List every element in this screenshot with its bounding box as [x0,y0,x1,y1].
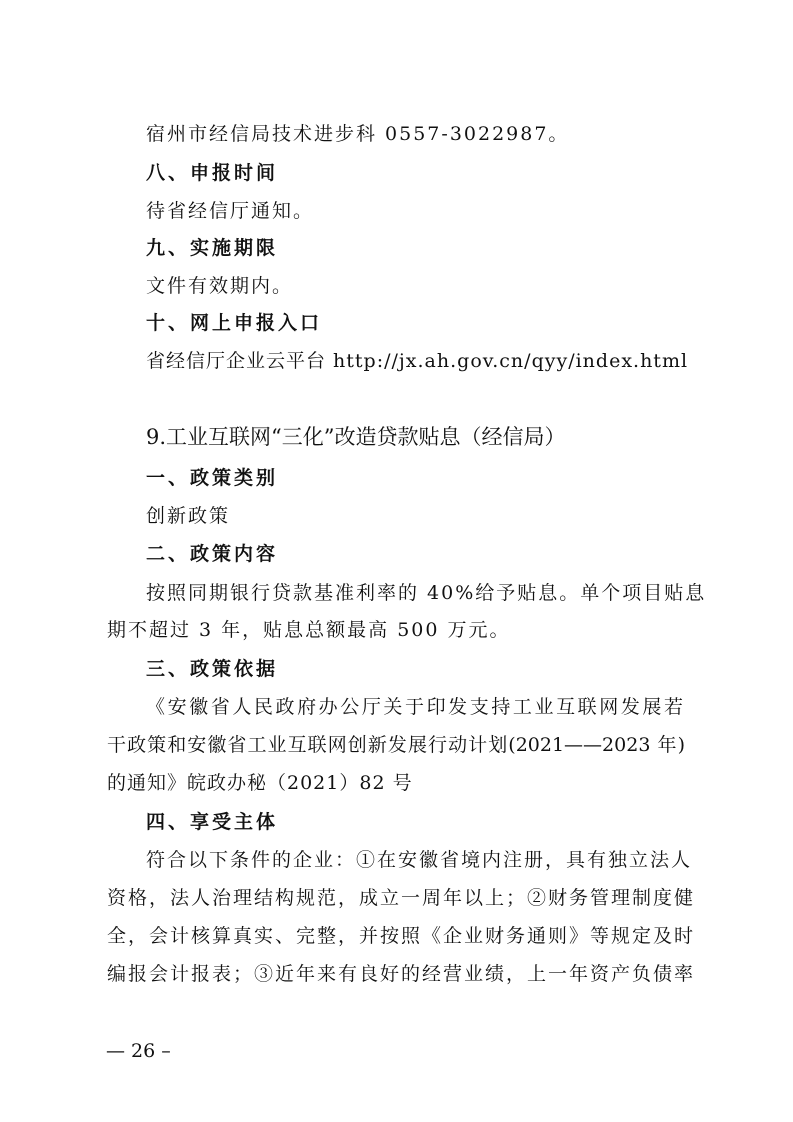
application-time-text: 待省经信厅通知。 [146,200,315,222]
contact-line: 宿州市经信局技术进步科 0557-3022987。 [146,123,570,145]
eligible-entities-line-4: 编报会计报表；③近年来有良好的经营业绩，上一年资产负债率 [107,963,696,985]
section-title: 9.工业互联网“三化”改造贷款贴息（经信局） [146,425,566,449]
policy-basis-line-3: 的通知》皖政办秘（2021）82 号 [107,772,413,794]
policy-basis-line-2: 干政策和安徽省工业互联网创新发展行动计划(2021——2023 年) [107,734,685,756]
page-number: — 26 – [106,1040,171,1062]
heading-eligible-entities: 四、享受主体 [146,811,279,833]
policy-content-line-1: 按照同期银行贷款基准利率的 40%给予贴息。单个项目贴息 [146,582,707,604]
heading-online-entry: 十、网上申报入口 [146,312,323,334]
heading-application-time: 八、申报时间 [146,162,279,184]
heading-implementation-period: 九、实施期限 [146,237,279,259]
online-entry-text: 省经信厅企业云平台 http://jx.ah.gov.cn/qyy/index.html [146,350,689,372]
policy-content-line-2: 期不超过 3 年，贴息总额最高 500 万元。 [107,619,511,641]
eligible-entities-line-1: 符合以下条件的企业：①在安徽省境内注册，具有独立法人 [146,849,693,871]
heading-policy-basis: 三、政策依据 [146,658,279,680]
implementation-period-text: 文件有效期内。 [146,275,294,297]
heading-policy-content: 二、政策内容 [146,543,279,565]
heading-policy-category: 一、政策类别 [146,467,279,489]
eligible-entities-line-2: 资格，法人治理结构规范，成立一周年以上；②财务管理制度健 [107,887,696,909]
policy-category-text: 创新政策 [146,505,231,527]
policy-basis-line-1: 《安徽省人民政府办公厅关于印发支持工业互联网发展若 [146,696,685,718]
eligible-entities-line-3: 全，会计核算真实、完整，并按照《企业财务通则》等规定及时 [107,925,696,947]
